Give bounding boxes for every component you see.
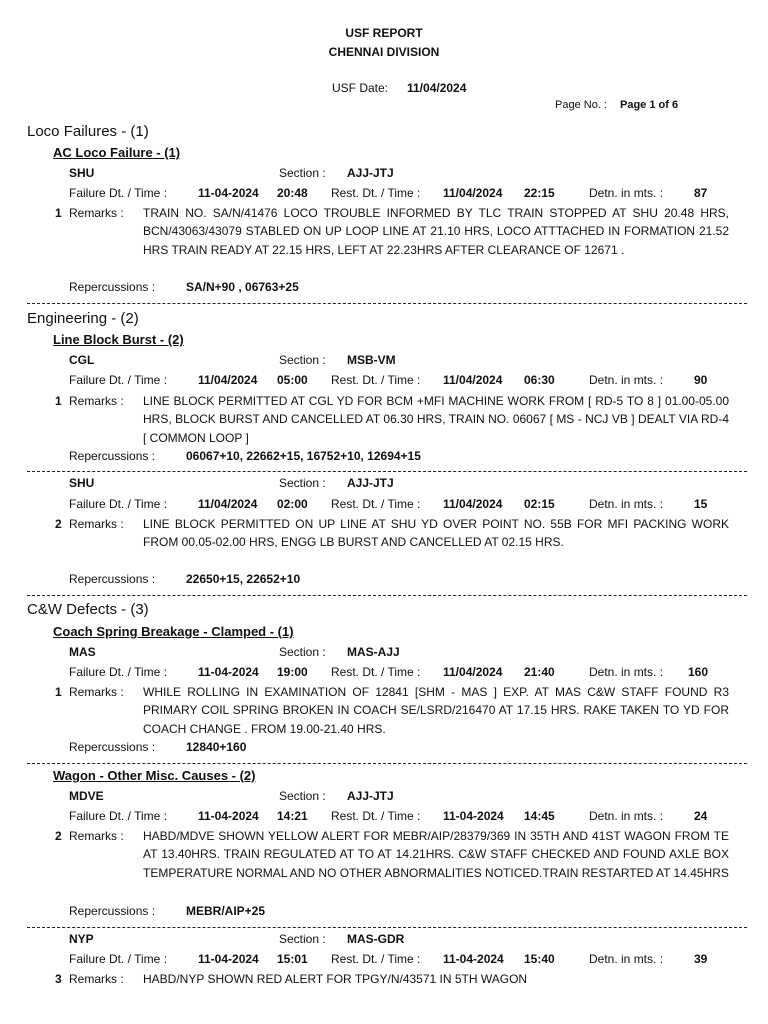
station-code: MAS — [69, 645, 96, 659]
failure-date: 11/04/2024 — [198, 373, 258, 387]
failure-time: 20:48 — [277, 186, 308, 200]
repercussions-label: Repercussions : — [69, 904, 156, 918]
subcategory-heading: Coach Spring Breakage - Clamped - (1) — [53, 624, 294, 639]
section-label: Section : — [279, 166, 326, 180]
failure-time: 19:00 — [277, 665, 308, 679]
remarks-text: LINE BLOCK PERMITTED ON UP LINE AT SHU YD OVER POINT NO. 55B FOR MFI PACKING WORK FROM 00.05-02.00 HRS, ENGG LB BURST AND CANCELLED AT 02.15 HRS. — [143, 517, 729, 550]
rest-time: 06:30 — [524, 373, 555, 387]
remarks-label: Remarks : — [69, 972, 124, 986]
section-label: Section : — [279, 789, 326, 803]
remarks-label: Remarks : — [69, 206, 124, 220]
failure-time: 05:00 — [277, 373, 308, 387]
section-value: AJJ-JTJ — [347, 476, 394, 490]
detention-label: Detn. in mts. : — [589, 497, 664, 511]
rest-time: 21:40 — [524, 665, 555, 679]
failure-date: 11-04-2024 — [198, 186, 259, 200]
station-code: SHU — [69, 166, 95, 180]
detention-label: Detn. in mts. : — [589, 373, 664, 387]
failure-date: 11-04-2024 — [198, 809, 259, 823]
remarks-label: Remarks : — [69, 517, 124, 531]
detention-minutes: 24 — [694, 809, 708, 823]
remarks-text: LINE BLOCK PERMITTED AT CGL YD FOR BCM +MFI MACHINE WORK FROM [ RD-5 TO 8 ] 01.00-05.00 HRS, BLOCK BURST AND CANCELLED AT 06.30 HRS, TRAIN NO. 06067 [ MS - NCJ VB ] DEALT VIA RD-4 [ COMMON LOOP ] — [143, 394, 729, 445]
failure-time-label: Failure Dt. / Time : — [69, 809, 168, 823]
rest-time-label: Rest. Dt. / Time : — [331, 952, 421, 966]
subcategory-heading: Line Block Burst - (2) — [53, 332, 184, 347]
entry-number: 1 — [55, 206, 62, 220]
entry-number: 1 — [55, 394, 62, 408]
repercussions-label: Repercussions : — [69, 572, 156, 586]
detention-label: Detn. in mts. : — [589, 809, 664, 823]
repercussions-value: SA/N+90 , 06763+25 — [186, 280, 299, 294]
usf-date-value: 11/04/2024 — [407, 81, 467, 95]
entry-number: 2 — [55, 829, 62, 843]
repercussions-label: Repercussions : — [69, 740, 156, 754]
rest-date: 11-04-2024 — [443, 809, 504, 823]
subcategory-heading: Wagon - Other Misc. Causes - (2) — [53, 768, 256, 783]
section-label: Section : — [279, 476, 326, 490]
failure-time-label: Failure Dt. / Time : — [69, 373, 168, 387]
station-code: CGL — [69, 353, 95, 367]
failure-time-label: Failure Dt. / Time : — [69, 497, 168, 511]
usf-date-label: USF Date: — [332, 81, 389, 95]
subcategory-heading: AC Loco Failure - (1) — [53, 145, 181, 160]
section-value: MAS-AJJ — [347, 645, 400, 659]
rest-date: 11/04/2024 — [443, 497, 503, 511]
detention-minutes: 87 — [694, 186, 708, 200]
failure-time: 02:00 — [277, 497, 308, 511]
failure-time-label: Failure Dt. / Time : — [69, 186, 168, 200]
report-division: CHENNAI DIVISION — [328, 45, 440, 59]
repercussions-value: 22650+15, 22652+10 — [186, 572, 301, 586]
detention-label: Detn. in mts. : — [589, 952, 664, 966]
category-heading: C&W Defects - (3) — [27, 601, 149, 618]
repercussions-label: Repercussions : — [69, 280, 156, 294]
failure-time-label: Failure Dt. / Time : — [69, 665, 168, 679]
dashed-separator — [27, 763, 747, 764]
rest-time: 14:45 — [524, 809, 555, 823]
failure-date: 11-04-2024 — [198, 952, 259, 966]
rest-date: 11/04/2024 — [443, 373, 503, 387]
rest-time: 02:15 — [524, 497, 555, 511]
detention-minutes: 39 — [694, 952, 708, 966]
rest-date: 11/04/2024 — [443, 665, 503, 679]
failure-time: 15:01 — [277, 952, 308, 966]
rest-time: 15:40 — [524, 952, 555, 966]
report-title: USF REPORT — [345, 26, 423, 40]
failure-date: 11/04/2024 — [198, 497, 258, 511]
category-heading: Loco Failures - (1) — [27, 123, 149, 140]
section-label: Section : — [279, 353, 326, 367]
repercussions-value: 06067+10, 22662+15, 16752+10, 12694+15 — [186, 449, 421, 463]
station-code: SHU — [69, 476, 95, 490]
rest-time-label: Rest. Dt. / Time : — [331, 373, 421, 387]
page-number-value: Page 1 of 6 — [620, 99, 679, 111]
station-code: NYP — [69, 932, 94, 946]
entry-number: 1 — [55, 685, 62, 699]
section-value: MSB-VM — [347, 353, 396, 367]
category-heading: Engineering - (2) — [27, 310, 139, 327]
rest-time-label: Rest. Dt. / Time : — [331, 665, 421, 679]
remarks-text: HABD/MDVE SHOWN YELLOW ALERT FOR MEBR/AIP/28379/369 IN 35TH AND 41ST WAGON FROM TE AT 13.40HRS. TRAIN REGULATED AT TO AT 14.21HRS. C&W STAFF CHECKED AND FOUND AXLE BOX TEMPERATURE NORMAL AND NO OTHER ABNORMALITIES NOTICED.TRAIN RESTARTED AT 14.45HRS — [143, 829, 729, 880]
remarks-text: TRAIN NO. SA/N/41476 LOCO TROUBLE INFORMED BY TLC TRAIN STOPPED AT SHU 20.48 HRS, BCN/43063/43079 STABLED ON UP LOOP LINE AT 21.10 HRS, LOCO ATTTACHED IN FORMATION 21.52 HRS TRAIN READY AT 22.15 HRS, LEFT AT 22.23HRS AFTER CLEARANCE OF 12671 . — [143, 206, 729, 257]
rest-time-label: Rest. Dt. / Time : — [331, 809, 421, 823]
detention-label: Detn. in mts. : — [589, 665, 664, 679]
section-value: AJJ-JTJ — [347, 166, 394, 180]
detention-minutes: 90 — [694, 373, 708, 387]
rest-time: 22:15 — [524, 186, 555, 200]
dashed-separator — [27, 471, 747, 472]
failure-time-label: Failure Dt. / Time : — [69, 952, 168, 966]
section-value: AJJ-JTJ — [347, 789, 394, 803]
rest-time-label: Rest. Dt. / Time : — [331, 186, 421, 200]
section-label: Section : — [279, 932, 326, 946]
remarks-text: WHILE ROLLING IN EXAMINATION OF 12841 [SHM - MAS ] EXP. AT MAS C&W STAFF FOUND R3 PRIMARY COIL SPRING BROKEN IN COACH SE/LSRD/216470 AT 17.15 HRS. RAKE TAKEN TO YD FOR COACH CHANGE . FROM 19.00-21.40 HRS. — [143, 685, 729, 736]
dashed-separator — [27, 595, 747, 596]
dashed-separator — [27, 303, 747, 304]
rest-time-label: Rest. Dt. / Time : — [331, 497, 421, 511]
remarks-label: Remarks : — [69, 829, 124, 843]
failure-time: 14:21 — [277, 809, 308, 823]
section-value: MAS-GDR — [347, 932, 405, 946]
repercussions-value: MEBR/AIP+25 — [186, 904, 266, 918]
station-code: MDVE — [69, 789, 104, 803]
remarks-text: HABD/NYP SHOWN RED ALERT FOR TPGY/N/43571 IN 5TH WAGON — [143, 972, 528, 986]
page-number-label: Page No. : — [555, 99, 607, 111]
rest-date: 11-04-2024 — [443, 952, 504, 966]
failure-date: 11-04-2024 — [198, 665, 259, 679]
detention-minutes: 15 — [694, 497, 708, 511]
detention-minutes: 160 — [688, 665, 709, 679]
section-label: Section : — [279, 645, 326, 659]
dashed-separator — [27, 927, 747, 928]
remarks-label: Remarks : — [69, 685, 124, 699]
repercussions-label: Repercussions : — [69, 449, 156, 463]
rest-date: 11/04/2024 — [443, 186, 503, 200]
entry-number: 2 — [55, 517, 62, 531]
detention-label: Detn. in mts. : — [589, 186, 664, 200]
entry-number: 3 — [55, 972, 62, 986]
remarks-label: Remarks : — [69, 394, 124, 408]
repercussions-value: 12840+160 — [186, 740, 247, 754]
